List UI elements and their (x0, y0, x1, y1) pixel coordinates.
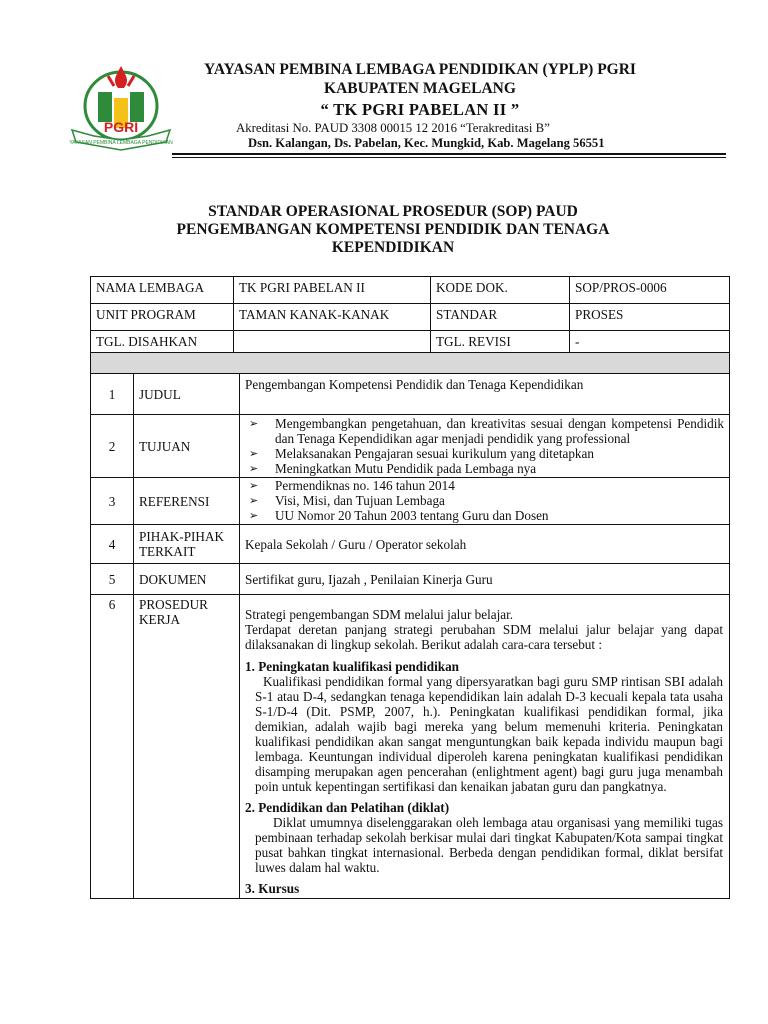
meta-table (90, 276, 730, 358)
list-item: ➢ Visi, Misi, dan Tujuan Lembaga (245, 493, 724, 508)
list-item: ➢ Permendiknas no. 146 tahun 2014 (245, 478, 724, 493)
table-row (91, 415, 730, 478)
list-item: ➢ UU Nomor 20 Tahun 2003 tentang Guru dan Dosen (245, 508, 724, 523)
org-name: YAYASAN PEMBINA LEMBAGA PENDIDIKAN (YPLP) PGRI (204, 61, 636, 78)
referensi-list (245, 478, 724, 523)
meta-value: SOP/PROS-0006 (570, 277, 730, 304)
row-label: DOKUMEN (134, 564, 240, 595)
list-item: ➢ Mengembangkan pengetahuan, dan kreativitas sesuai dengan kompetensi Pendidik dan Tenaga Kependidikan agar menjadi pendidik yang professional (245, 416, 724, 446)
list-item: ➢ Meningkatkan Mutu Pendidik pada Lembaga nya (245, 461, 724, 476)
meta-label: NAMA LEMBAGA (91, 277, 234, 304)
meta-value: PROSES (570, 304, 730, 331)
meta-value: TK PGRI PABELAN II (234, 277, 431, 304)
doc-title-line3: KEPENDIDIKAN (331, 239, 455, 256)
meta-value: TAMAN KANAK-KANAK (234, 304, 431, 331)
row-number: 1 (91, 374, 134, 415)
row-content: Pengembangan Kompetensi Pendidik dan Tenaga Kependidikan (240, 374, 730, 415)
row-label: PIHAK-PIHAK TERKAIT (134, 525, 240, 564)
shaded-row (91, 353, 730, 374)
meta-label: UNIT PROGRAM (91, 304, 234, 331)
row-content (240, 415, 730, 478)
pgri-logo (68, 58, 174, 154)
tujuan-list (245, 416, 724, 476)
row-label: TUJUAN (134, 415, 240, 478)
row-number: 2 (91, 415, 134, 478)
school-name: “ TK PGRI PABELAN II ” (320, 100, 520, 119)
header-rule-thick (172, 153, 726, 155)
prosedur-intro: Strategi pengembangan SDM melalui jalur belajar. (245, 607, 514, 622)
table-row (91, 478, 730, 525)
row-content: Sertifikat guru, Ijazah , Penilaian Kinerja Guru (240, 564, 730, 595)
meta-label: STANDAR (431, 304, 570, 331)
row-label: REFERENSI (134, 478, 240, 525)
logo-ribbon-text: YAYASAN PEMBINA LEMBAGA PENDIDIKAN (69, 140, 173, 146)
address: Dsn. Kalangan, Ds. Pabelan, Kec. Mungkid, Kab. Magelang 56551 (248, 136, 605, 150)
org-region: KABUPATEN MAGELANG (324, 80, 516, 97)
doc-title-line1: STANDAR OPERASIONAL PROSEDUR (SOP) PAUD (208, 203, 578, 220)
header-rule-thin (172, 157, 726, 158)
section-heading: 3. Kursus (245, 881, 300, 896)
list-item: ➢ Melaksanakan Pengajaran sesuai kurikulum yang ditetapkan (245, 446, 724, 461)
row-label: PROSEDUR KERJA (134, 595, 240, 899)
row-content (240, 595, 730, 899)
row-number: 3 (91, 478, 134, 525)
logo-text: PGRI (103, 119, 139, 135)
section-body: Diklat umumnya diselenggarakan oleh lembaga atau organisasi yang memiliki tugas pembinaan terhadap sekolah berkisar mulai dari tingkat Kabupaten/Kota sampai tingkat pusat bahkan tingkat internasional. Berbeda dengan pendidikan formal, diklat bersifat luwes dalam hal waktu. (255, 815, 723, 875)
row-number: 4 (91, 525, 134, 564)
table-row (91, 374, 730, 415)
meta-value: - (570, 331, 730, 358)
section-body: Kualifikasi pendidikan formal yang dipersyaratkan bagi guru SMP rintisan SBI adalah S-1 atau D-4, sedangkan tenaga kependidikan lain adalah D-3 kecuali kepala tata usaha S-1/D-4 (Dit. PSMP, 2007, h.). Peningkatan kualifikasi pendidikan formal, jika demikian, adalah wajib bagi mereka yang belum memenuhi kriteria. Peningkatan kualifikasi pendidikan akan sangat menguntungkan baik kepada individu maupun bagi lembaga. Keuntungan individual diperoleh karena peningkatan kualifikasi pendidikan disamping merupakan agen pencerahan (enlightment agent) bagi guru juga menambah poin untuk kepentingan sertifikasi dan kenaikan jabatan guru dan pangkatnya. (255, 674, 723, 794)
section-heading: 2. Pendidikan dan Pelatihan (diklat) (245, 800, 450, 815)
meta-label: KODE DOK. (431, 277, 570, 304)
row-content: Kepala Sekolah / Guru / Operator sekolah (240, 525, 730, 564)
meta-label: TGL. REVISI (431, 331, 570, 358)
meta-row (91, 304, 730, 331)
meta-label: TGL. DISAHKAN (91, 331, 234, 358)
row-number: 6 (91, 595, 134, 899)
prosedur-intro-2: Terdapat deretan panjang strategi perubahan SDM melalui jalur belajar yang dapat dilaksanakan di lingkup sekolah. Berikut adalah cara-cara tersebut : (245, 622, 723, 652)
row-number: 5 (91, 564, 134, 595)
row-label: JUDUL (134, 374, 240, 415)
table-row (91, 525, 730, 564)
table-row (91, 595, 730, 899)
doc-title-line2: PENGEMBANGAN KOMPETENSI PENDIDIK DAN TENAGA (176, 221, 610, 238)
row-content (240, 478, 730, 525)
table-row (91, 564, 730, 595)
sop-table (90, 352, 730, 899)
meta-row (91, 277, 730, 304)
section-heading: 1. Peningkatan kualifikasi pendidikan (245, 659, 460, 674)
accreditation: Akreditasi No. PAUD 3308 00015 12 2016 “Terakreditasi B” (236, 121, 550, 135)
